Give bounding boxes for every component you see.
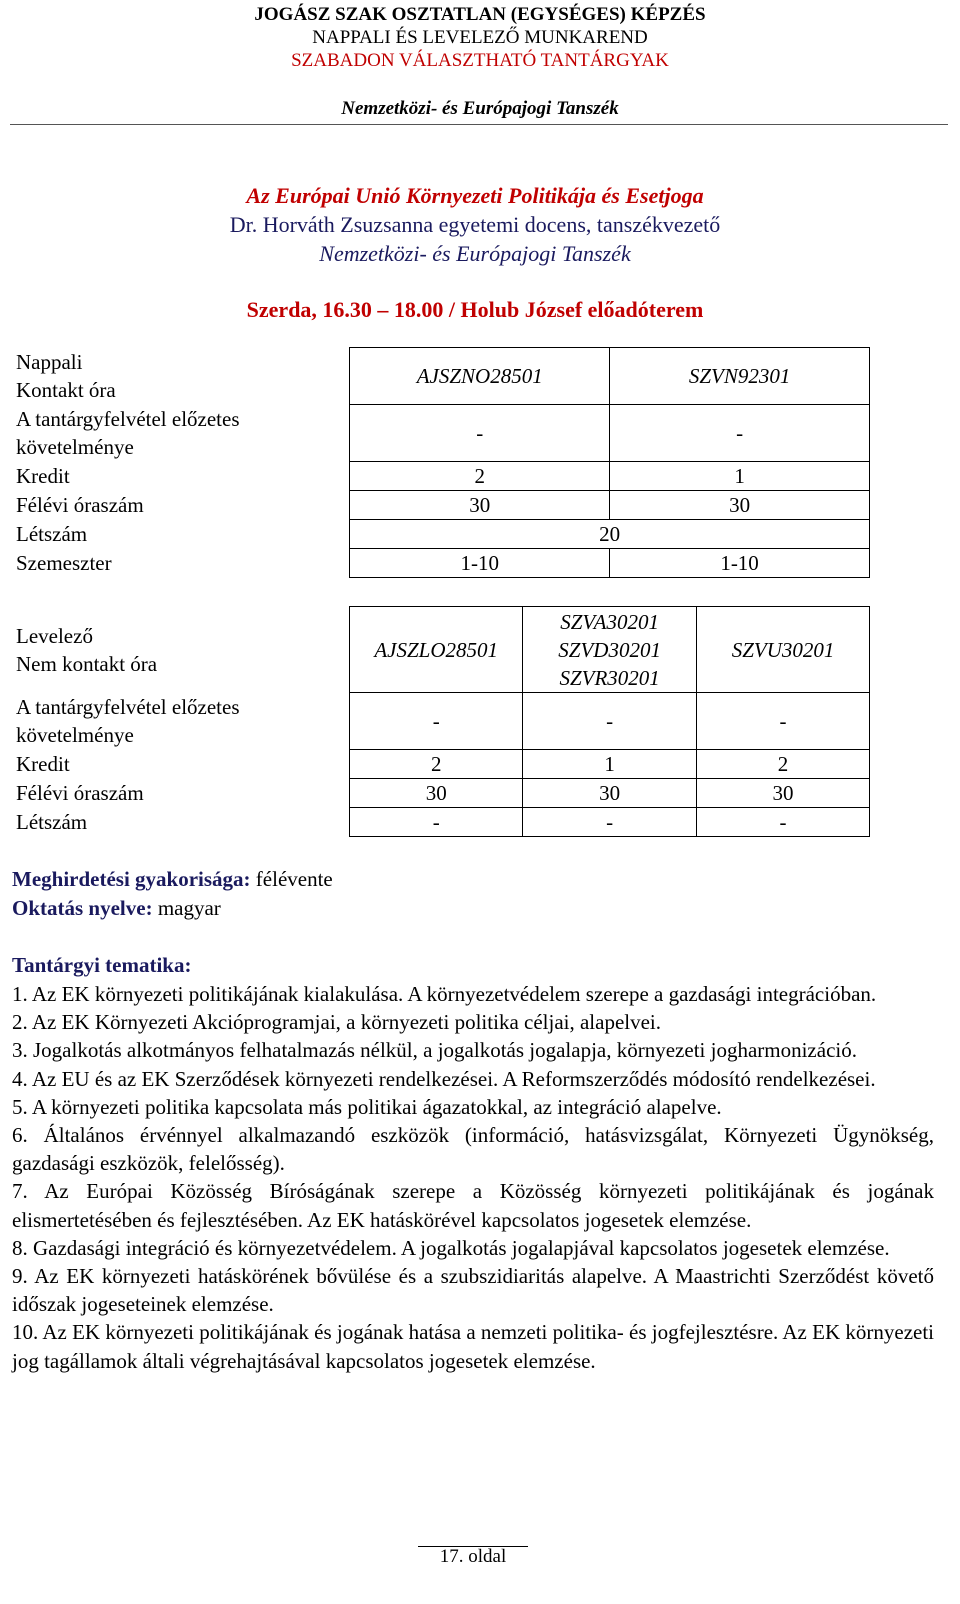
table-row <box>10 750 870 779</box>
nappali-hours-2: 30 <box>610 491 870 520</box>
levelezo-prereq-label <box>10 693 350 750</box>
nappali-headcount-label: Létszám <box>10 520 350 549</box>
page-number: 17. oldal <box>439 1546 507 1567</box>
topic-text: Az EK Környezeti Akcióprogramjai, a környezeti politika céljai, alapelvei. <box>31 1010 662 1035</box>
frequency-value: félévente <box>255 867 333 891</box>
levelezo-title: Levelező <box>16 623 93 648</box>
nappali-hours-label: Félévi óraszám <box>10 491 350 520</box>
course-title: Az Európai Unió Környezeti Politikája és Esetjoga <box>246 183 704 208</box>
nappali-subtitle: Kontakt óra <box>16 378 116 402</box>
levelezo-hours-3: 30 <box>697 779 870 808</box>
nappali-semester-label: Szemeszter <box>10 549 350 578</box>
list-item <box>12 1318 934 1374</box>
topic-number: 8. <box>12 1235 28 1260</box>
header-department: Nemzetközi- és Európajogi Tanszék <box>341 98 619 119</box>
table-row <box>10 348 870 405</box>
nappali-code-2: SZVN92301 <box>610 348 870 405</box>
levelezo-prereq-2: - <box>523 693 697 750</box>
levelezo-credit-label: Kredit <box>10 750 350 779</box>
levelezo-hours-2: 30 <box>523 779 697 808</box>
levelezo-subtitle: Nem kontakt óra <box>16 651 158 676</box>
nappali-title: Nappali <box>16 350 83 374</box>
list-item <box>12 1262 934 1318</box>
table-row <box>10 549 870 578</box>
topic-text: Általános érvénnyel alkalmazandó eszközök (információ, hatásvizsgálat, Környezeti Ügynökség, gazdasági eszközök, felelősség). <box>12 1123 934 1176</box>
table-row <box>10 405 870 462</box>
nappali-headcount: 20 <box>350 520 870 549</box>
language-line <box>12 896 221 921</box>
topic-text: Az EK környezeti politikájának kialakulása. A környezetvédelem szerepe a gazdasági integrációban. <box>31 982 877 1006</box>
levelezo-code-group-b <box>523 607 697 693</box>
levelezo-code-b1: SZVA30201 <box>560 609 660 634</box>
prereq-label-line-1: A tantárgyfelvétel előzetes <box>16 407 240 431</box>
list-item <box>12 1036 934 1064</box>
topic-text: Az EU és az EK Szerződések környezeti rendelkezései. A Reformszerződés módosító rendelkezései. <box>31 1066 876 1091</box>
nappali-hours-1: 30 <box>350 491 610 520</box>
topic-number: 7. <box>12 1179 28 1204</box>
topic-text: Az Európai Közösség Bíróságának szerepe a Közösség környezeti politikájának és jogának elismertetésében és fejlesztésében. Az EK hatáskörével kapcsolatos jogesetek elemzése. <box>12 1179 935 1232</box>
table-row <box>10 779 870 808</box>
table-row <box>10 693 870 750</box>
levelezo-code-b2: SZVD30201 <box>558 637 661 662</box>
nappali-prereq-1: - <box>350 405 610 462</box>
list-item <box>12 1234 934 1262</box>
language-value: magyar <box>157 896 221 920</box>
topic-number: 4. <box>12 1066 28 1091</box>
levelezo-credit-2: 1 <box>523 750 697 779</box>
levelezo-code-c: SZVU30201 <box>697 607 870 693</box>
table-row <box>10 607 870 693</box>
levelezo-headcount-1: - <box>350 808 523 837</box>
topic-text: Gazdasági integráció és környezetvédelem. A jogalkotás jogalapjával kapcsolatos jogesetek elemzése. <box>33 1235 890 1260</box>
levelezo-prereq-1: - <box>350 693 523 750</box>
topic-text: Az EK környezeti politikájának és jogának hatása a nemzeti politika- és jogfejlesztésre. Az EK környezeti jog tagállamok általi végrehajtásával kapcsolatos jogesetek elemzése. <box>12 1320 935 1373</box>
prereq-label-line-2: követelménye <box>16 435 134 459</box>
list-item <box>12 980 934 1008</box>
topic-text: A környezeti politika kapcsolata más politikai ágazatokkal, az integráció alapelve. <box>31 1094 722 1119</box>
frequency-label: Meghirdetési gyakorisága: <box>12 867 251 891</box>
topic-number: 10. <box>12 1320 39 1345</box>
nappali-semester-2: 1-10 <box>610 549 870 578</box>
levelezo-title-cell <box>10 607 350 693</box>
header-line-2: NAPPALI ÉS LEVELEZŐ MUNKAREND <box>312 27 648 48</box>
nappali-table <box>10 347 870 578</box>
list-item <box>12 1093 934 1121</box>
header-line-3: SZABADON VÁLASZTHATÓ TANTÁRGYAK <box>291 50 669 71</box>
nappali-credit-1: 2 <box>350 462 610 491</box>
topic-text: Jogalkotás alkotmányos felhatalmazás nélkül, a jogalkotás jogalapja, környezeti jogharmonizáció. <box>33 1038 857 1063</box>
course-schedule: Szerda, 16.30 – 18.00 / Holub József előadóterem <box>246 297 704 322</box>
frequency-line <box>12 867 333 892</box>
nappali-prereq-2: - <box>610 405 870 462</box>
nappali-prereq-label <box>10 405 350 462</box>
levelezo-credit-1: 2 <box>350 750 523 779</box>
nappali-code-1: AJSZNO28501 <box>350 348 610 405</box>
table-row <box>10 491 870 520</box>
levelezo-code-a: AJSZLO28501 <box>350 607 523 693</box>
table-row <box>10 520 870 549</box>
levelezo-hours-1: 30 <box>350 779 523 808</box>
topic-number: 9. <box>12 1264 28 1289</box>
nappali-semester-1: 1-10 <box>350 549 610 578</box>
levelezo-prereq-3: - <box>697 693 870 750</box>
levelezo-headcount-3: - <box>697 808 870 837</box>
prereq-label-line-1: A tantárgyfelvétel előzetes <box>16 695 240 719</box>
course-lecturer: Dr. Horváth Zsuzsanna egyetemi docens, tanszékvezető <box>229 212 721 237</box>
topics-list <box>12 980 934 1375</box>
table-row <box>10 462 870 491</box>
topic-number: 5. <box>12 1094 28 1119</box>
nappali-credit-label: Kredit <box>10 462 350 491</box>
levelezo-headcount-label: Létszám <box>10 808 350 837</box>
levelezo-table <box>10 606 870 837</box>
levelezo-headcount-2: - <box>523 808 697 837</box>
table-row <box>10 808 870 837</box>
list-item <box>12 1065 934 1093</box>
list-item <box>12 1121 934 1177</box>
header-divider <box>10 124 948 125</box>
levelezo-code-b3: SZVR30201 <box>559 665 660 690</box>
levelezo-hours-label: Félévi óraszám <box>10 779 350 808</box>
header-line-1: JOGÁSZ SZAK OSZTATLAN (EGYSÉGES) KÉPZÉS <box>254 4 706 25</box>
prereq-label-line-2: követelménye <box>16 723 134 747</box>
nappali-title-cell <box>10 348 350 405</box>
topic-number: 6. <box>12 1123 28 1148</box>
topic-text: Az EK környezeti hatáskörének bővülése és a szubszidiaritás alapelve. A Maastrichti Szerződést követő időszak jogeseteinek elemzése. <box>12 1264 934 1317</box>
language-label: Oktatás nyelve: <box>12 896 153 920</box>
topics-heading: Tantárgyi tematika: <box>12 953 192 977</box>
list-item <box>12 1008 934 1036</box>
topic-number: 2. <box>12 1010 28 1035</box>
list-item <box>12 1177 934 1233</box>
topic-number: 1. <box>12 982 28 1006</box>
topic-number: 3. <box>12 1038 28 1063</box>
course-department: Nemzetközi- és Európajogi Tanszék <box>319 241 631 266</box>
levelezo-credit-3: 2 <box>697 750 870 779</box>
nappali-credit-2: 1 <box>610 462 870 491</box>
